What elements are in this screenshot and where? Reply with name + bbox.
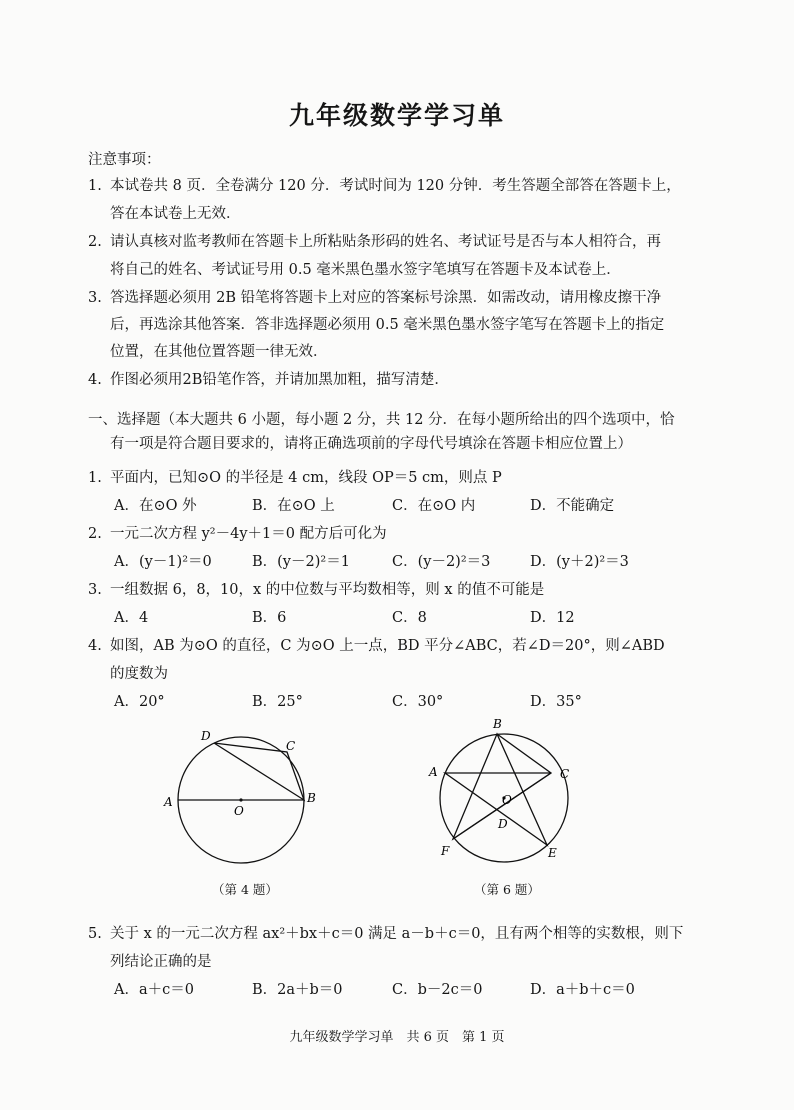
figure-4-caption: （第 4 题） [212,882,278,897]
label-d: D [201,729,211,743]
note-number: 2. [88,234,102,250]
note-line: 位置，在其他位置答题一律无效． [110,344,328,360]
label-b: B [307,791,316,805]
label-c: C [560,767,570,781]
note-line: 答在本试卷上无效． [110,206,241,222]
option-d: D．35° [530,694,582,710]
page-footer: 九年级数学学习单 共 6 页 第 1 页 [289,1030,505,1045]
figure-6-caption: （第 6 题） [474,882,540,897]
option-a: A．4 [114,610,149,626]
section-heading: 有一项是符合题目要求的，请将正确选项前的字母代号填涂在答题卡相应位置上） [110,436,632,452]
label-d: D [498,817,508,831]
question-number: 5. [88,926,102,942]
note-line: 后，再选涂其他答案．答非选择题必须用 0.5 毫米黑色墨水签字笔写在答题卡上的指定 [110,317,665,333]
option-d: D．12 [530,610,575,626]
question-stem: 关于 x 的一元二次方程 ax²＋bx＋c＝0 满足 a－b＋c＝0，且有两个相等的实数根，则下 [110,926,684,942]
option-a: A．(y－1)²＝0 [114,554,212,570]
label-o: O [502,793,512,807]
figure-4-diagram [150,722,350,882]
option-d: D．(y＋2)²＝3 [530,554,629,570]
question-stem: 列结论正确的是 [110,954,212,970]
option-a: A．在⊙O 外 [114,498,197,514]
option-c: C．8 [392,610,427,626]
page-title: 九年级数学学习单 [288,101,505,130]
question-number: 1. [88,470,102,486]
option-b: B．25° [252,694,303,710]
label-o: O [234,804,244,818]
question-stem: 的度数为 [110,666,168,682]
note-number: 3. [88,290,102,306]
note-number: 4. [88,372,102,388]
question-number: 3. [88,582,102,598]
option-b: B．6 [252,610,287,626]
option-c: C．在⊙O 内 [392,498,476,514]
note-number: 1. [88,178,102,194]
option-c: C．b－2c＝0 [392,982,483,998]
option-b: B．2a＋b＝0 [252,982,343,998]
label-f: F [441,844,450,858]
label-b: B [493,717,502,731]
question-stem: 一组数据 6，8，10，x 的中位数与平均数相等，则 x 的值不可能是 [110,582,545,598]
section-heading: 一、选择题（本大题共 6 小题，每小题 2 分，共 12 分．在每小题所给出的四个选项中，恰 [88,412,675,428]
notes-heading: 注意事项： [88,152,161,168]
option-b: B．在⊙O 上 [252,498,335,514]
option-a: A．a＋c＝0 [114,982,194,998]
option-c: C．30° [392,694,444,710]
center-dot [239,798,242,801]
label-e: E [548,846,557,860]
question-stem: 一元二次方程 y²－4y＋1＝0 配方后可化为 [110,526,387,542]
option-b: B．(y－2)²＝1 [252,554,350,570]
question-stem: 如图，AB 为⊙O 的直径，C 为⊙O 上一点，BD 平分∠ABC，若∠D＝20°，则∠ABD [110,638,665,654]
question-number: 2. [88,526,102,542]
option-a: A．20° [114,694,165,710]
option-d: D．a＋b＋c＝0 [530,982,635,998]
label-a: A [429,765,438,779]
note-line: 将自己的姓名、考试证号用 0.5 毫米黑色墨水签字笔填写在答题卡及本试卷上． [110,262,621,278]
figure-6-diagram [420,712,600,872]
question-stem: 平面内，已知⊙O 的半径是 4 cm，线段 OP＝5 cm，则点 P [110,470,502,486]
label-c: C [286,739,296,753]
question-number: 4. [88,638,102,654]
option-c: C．(y－2)²＝3 [392,554,491,570]
label-a: A [164,795,173,809]
note-line: 本试卷共 8 页．全卷满分 120 分．考试时间为 120 分钟．考生答题全部答在答题卡上， [110,178,681,194]
note-line: 请认真核对监考教师在答题卡上所粘贴条形码的姓名、考试证号是否与本人相符合，再 [110,234,661,250]
note-line: 答选择题必须用 2B 铅笔将答题卡上对应的答案标号涂黑．如需改动，请用橡皮擦干净 [110,290,662,306]
option-d: D．不能确定 [530,498,615,514]
note-line: 作图必须用2B铅笔作答，并请加黑加粗，描写清楚． [110,372,449,388]
